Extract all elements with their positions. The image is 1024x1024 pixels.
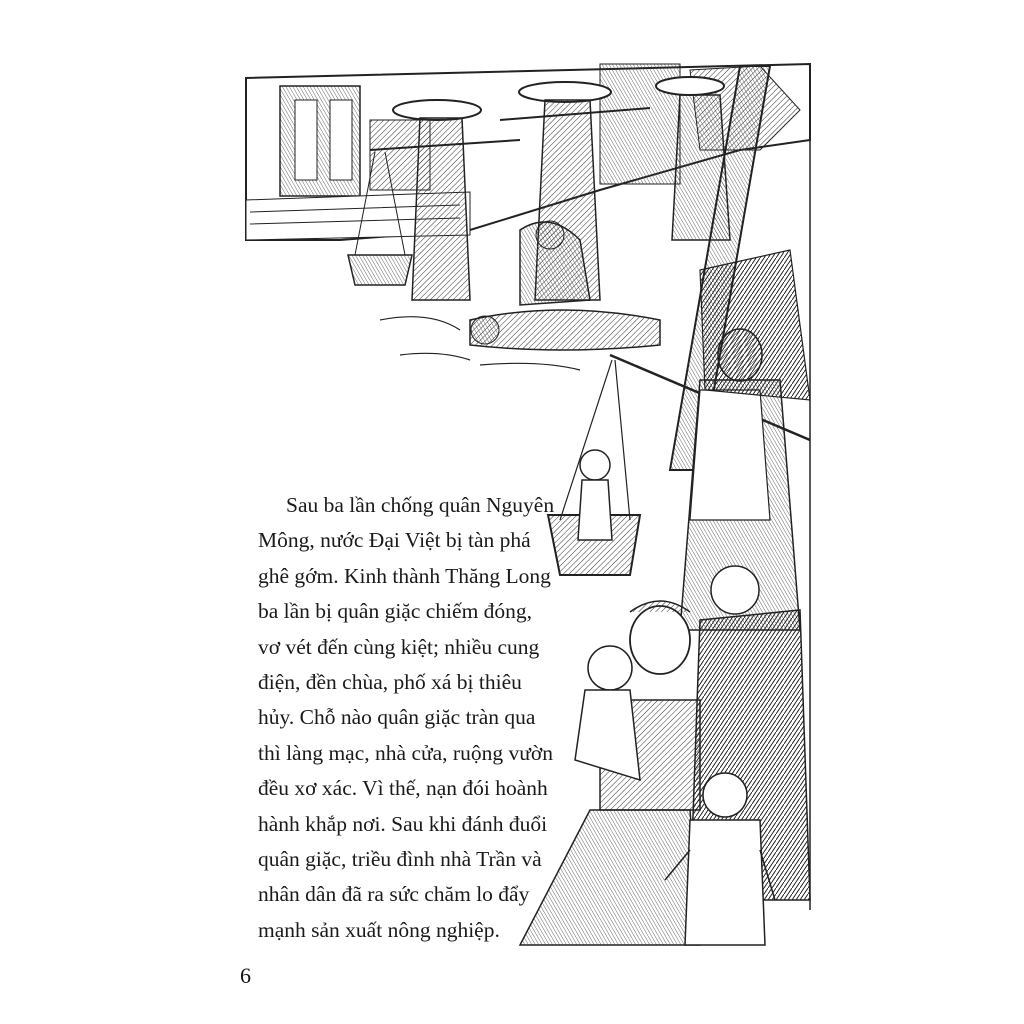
text-line: mạnh sản xuất nông nghiệp.	[258, 917, 500, 942]
text-line: Sau ba lần chống quân Nguyên	[286, 493, 555, 517]
text-line: hành khắp nơi. Sau khi đánh đuổi	[258, 811, 548, 836]
text-line: thì làng mạc, nhà cửa, ruộng vườn	[258, 740, 553, 765]
body-paragraph	[258, 488, 555, 948]
text-line: điện, đền chùa, phố xá bị thiêu	[258, 670, 522, 695]
text-line: ghê gớm. Kinh thành Thăng Long	[258, 563, 551, 588]
text-line: ba lần bị quân giặc chiếm đóng,	[258, 599, 533, 624]
text-line: quân giặc, triều đình nhà Trần và	[258, 847, 542, 872]
page-number: 6	[240, 963, 251, 988]
text-line: vơ vét đến cùng kiệt; nhiều cung	[258, 634, 540, 659]
text-line: đều xơ xác. Vì thế, nạn đói hoành	[258, 776, 548, 801]
text-line: Mông, nước Đại Việt bị tàn phá	[258, 528, 531, 553]
text-line: nhân dân đã ra sức chăm lo đẩy	[258, 882, 530, 907]
text-line: hủy. Chỗ nào quân giặc tràn qua	[258, 705, 536, 730]
